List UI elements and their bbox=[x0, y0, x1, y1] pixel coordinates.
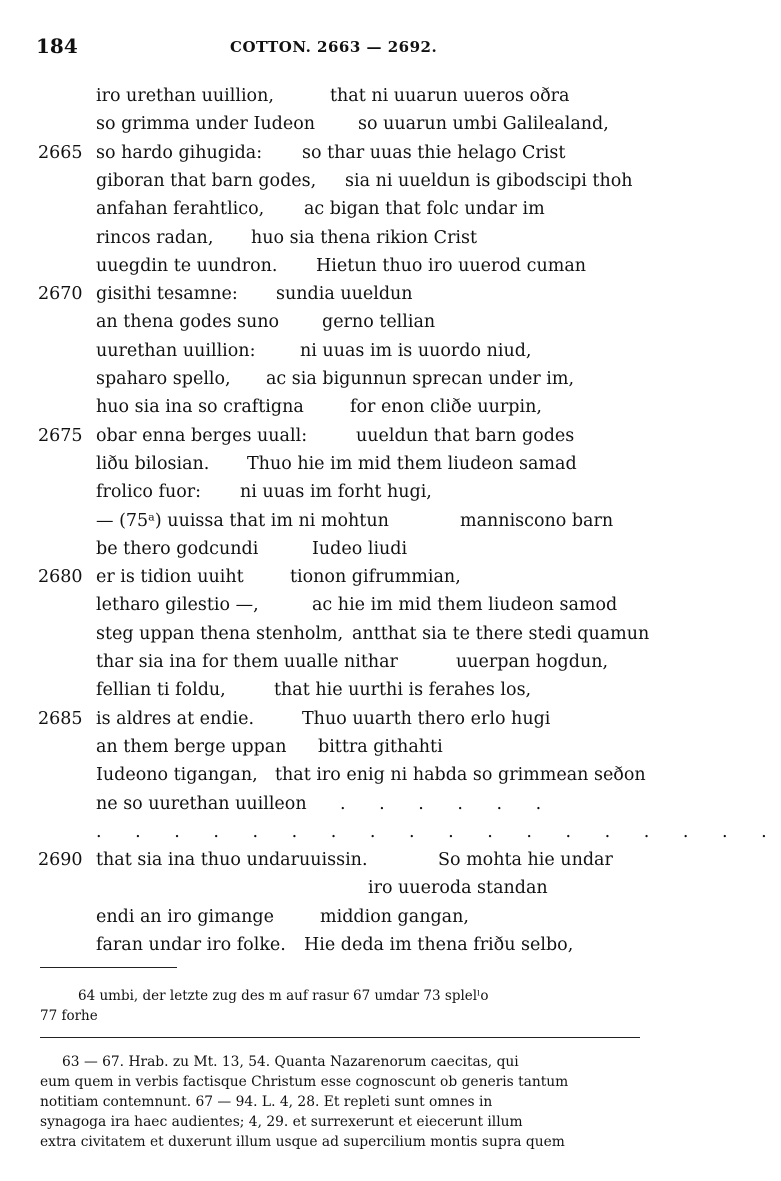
verse-line bbox=[0, 595, 687, 621]
verse-second-half: huo sia thena rikion Crist bbox=[251, 227, 478, 248]
source-line: 63 — 67. Hrab. zu Mt. 13, 54. Quanta Nazarenorum caecitas, qui bbox=[62, 1054, 519, 1070]
verse-second-half: Hietun thuo iro uuerod cuman bbox=[316, 255, 587, 276]
verse-second-half: bittra githahti bbox=[318, 736, 443, 757]
verse-line bbox=[0, 878, 687, 904]
verse-line bbox=[0, 821, 781, 848]
variant-footnotes bbox=[40, 986, 640, 1026]
verse-line bbox=[0, 482, 687, 508]
verse-second-half: Thuo hie im mid them liudeon samad bbox=[247, 453, 577, 474]
verse-second-half: So mohta hie undar bbox=[438, 850, 613, 871]
verse-first-half: ne so uurethan uuilleon bbox=[96, 793, 307, 814]
verse-first-half: rincos radan, bbox=[96, 227, 214, 248]
verse-second-half: manniscono barn bbox=[460, 510, 614, 531]
verse-line bbox=[0, 199, 687, 225]
verse-line bbox=[0, 369, 687, 395]
verse-line bbox=[0, 737, 687, 763]
verse-line bbox=[0, 228, 687, 254]
verse-line bbox=[0, 794, 687, 820]
verse-first-half: giboran that barn godes, bbox=[96, 170, 317, 191]
line-number: 2690 bbox=[38, 850, 83, 871]
verse-first-half: fellian ti foldu, bbox=[96, 680, 226, 701]
page-number: 184 bbox=[36, 34, 78, 58]
source-line: eum quem in verbis factisque Christum esse cognoscunt ob generis tantum bbox=[40, 1074, 569, 1090]
line-number: 2675 bbox=[38, 425, 83, 446]
verse-second-half: tionon gifrummian, bbox=[290, 567, 461, 588]
verse-line bbox=[0, 454, 687, 480]
verse-line bbox=[0, 397, 687, 423]
verse-second-half: Hie deda im thena friðu selbo, bbox=[304, 935, 574, 955]
verse-first-half: anfahan ferahtlico, bbox=[96, 199, 265, 220]
verse-line bbox=[0, 511, 687, 537]
verse-second-half: that hie uurthi is ferahes los, bbox=[274, 680, 532, 701]
verse-second-half: iro uueroda standan bbox=[368, 878, 548, 899]
verse-first-half: spaharo spello, bbox=[96, 369, 231, 389]
verse-first-half: an thena godes suno bbox=[96, 312, 280, 333]
verse-first-half: that sia ina thuo undaruuissin. bbox=[96, 850, 368, 871]
verse-second-half: ac bigan that folc undar im bbox=[304, 199, 545, 220]
footnote-rule-2 bbox=[40, 1037, 640, 1038]
verse-second-half: so uuarun umbi Galilealand, bbox=[358, 114, 609, 135]
running-head: COTTON. 2663 — 2692. bbox=[230, 38, 438, 56]
verse-first-half: uurethan uuillion: bbox=[96, 340, 256, 361]
verse-line bbox=[0, 341, 687, 367]
verse-first-half: huo sia ina so craftigna bbox=[96, 397, 304, 418]
verse-first-half: liðu bilosian. bbox=[96, 453, 210, 474]
verse-first-half: uuegdin te uundron. bbox=[96, 255, 278, 276]
verse-line bbox=[0, 284, 687, 310]
verse-line bbox=[0, 680, 687, 706]
verse-second-half: uueldun that barn godes bbox=[356, 425, 575, 446]
verse-first-half: an them berge uppan bbox=[96, 736, 287, 757]
verse-first-half: . . . . . . . . . . . . . . . . . . bbox=[96, 821, 781, 842]
verse-first-half: so grimma under Iudeon bbox=[96, 114, 316, 135]
line-number: 2680 bbox=[38, 567, 83, 588]
verse-line bbox=[0, 709, 687, 735]
verse-first-half: be thero godcundi bbox=[96, 538, 259, 559]
verse-first-half: thar sia ina for them uualle nithar bbox=[96, 652, 398, 672]
line-number: 2665 bbox=[38, 142, 83, 163]
verse-second-half: gerno tellian bbox=[322, 312, 436, 333]
verse-second-half: antthat sia te there stedi quamun bbox=[352, 623, 650, 644]
verse-first-half: — (75ᵃ) uuissa that im ni mohtun bbox=[96, 510, 389, 531]
verse-second-half: sia ni uueldun is gibodscipi thoh bbox=[345, 170, 633, 191]
source-line: extra civitatem et duxerunt illum usque ad supercilium montis supra quem bbox=[40, 1134, 565, 1150]
verse-second-half: ni uuas im forht hugi, bbox=[240, 482, 432, 503]
verse-line bbox=[0, 765, 687, 791]
verse-first-half: er is tidion uuiht bbox=[96, 567, 244, 588]
verse-second-half: that iro enig ni habda so grimmean seðon bbox=[275, 765, 646, 786]
verse-first-half: steg uppan thena stenholm, bbox=[96, 623, 344, 644]
verse-second-half: sundia uueldun bbox=[276, 284, 413, 305]
verse-line bbox=[0, 143, 687, 169]
verse-second-half: so thar uuas thie helago Crist bbox=[302, 142, 566, 163]
verse-first-half: iro urethan uuillion, bbox=[96, 86, 274, 106]
verse-first-half: endi an iro gimange bbox=[96, 906, 274, 927]
verse-second-half: for enon cliðe uurpin, bbox=[350, 397, 542, 418]
verse-first-half: so hardo gihugida: bbox=[96, 142, 263, 163]
verse-line bbox=[0, 171, 687, 197]
variant-line-2: 77 forhe bbox=[40, 1008, 98, 1024]
verse-line bbox=[0, 539, 687, 565]
verse-line bbox=[0, 567, 687, 593]
verse-second-half: uuerpan hogdun, bbox=[456, 652, 609, 672]
verse-first-half: Iudeono tigangan, bbox=[96, 765, 258, 786]
verse-line bbox=[0, 312, 687, 338]
verse-first-half: is aldres at endie. bbox=[96, 708, 255, 729]
verse-line bbox=[0, 426, 687, 452]
verse-second-half: . . . . . . bbox=[340, 793, 556, 814]
verse-first-half: faran undar iro folke. bbox=[96, 935, 286, 955]
verse-second-half: Thuo uuarth thero erlo hugi bbox=[302, 708, 551, 729]
verse-line bbox=[0, 114, 687, 140]
verse-line bbox=[0, 256, 687, 282]
verse-first-half: gisithi tesamne: bbox=[96, 284, 238, 305]
verse-first-half: frolico fuor: bbox=[96, 482, 202, 503]
verse-line bbox=[0, 624, 687, 650]
verse-line bbox=[0, 86, 687, 112]
line-number: 2670 bbox=[38, 284, 83, 305]
source-line: synagoga ira haec audientes; 4, 29. et surrexerunt et eiecerunt illum bbox=[40, 1114, 523, 1130]
verse-second-half: ac sia bigunnun sprecan under im, bbox=[266, 369, 575, 389]
source-line: notitiam contemnunt. 67 — 94. L. 4, 28. Et repleti sunt omnes in bbox=[40, 1094, 493, 1110]
verse-second-half: Iudeo liudi bbox=[312, 538, 408, 559]
verse-second-half: ni uuas im is uuordo niud, bbox=[300, 340, 532, 361]
verse-second-half: that ni uuarun uueros oðra bbox=[330, 86, 570, 106]
footnote-rule-1 bbox=[40, 967, 177, 968]
verse-line bbox=[0, 935, 687, 961]
verse-line bbox=[0, 907, 687, 933]
variant-line-1: 64 umbi, der letzte zug des m auf rasur 67 umdar 73 splelˡo bbox=[78, 988, 489, 1004]
verse-line bbox=[0, 850, 687, 876]
verse-second-half: middion gangan, bbox=[320, 906, 469, 927]
verse-second-half: ac hie im mid them liudeon samod bbox=[312, 595, 618, 616]
source-footnotes bbox=[40, 1052, 640, 1152]
verse-line bbox=[0, 652, 687, 678]
verse-first-half: letharo gilestio —, bbox=[96, 595, 259, 616]
verse-first-half: obar enna berges uuall: bbox=[96, 425, 308, 446]
line-number: 2685 bbox=[38, 708, 83, 729]
